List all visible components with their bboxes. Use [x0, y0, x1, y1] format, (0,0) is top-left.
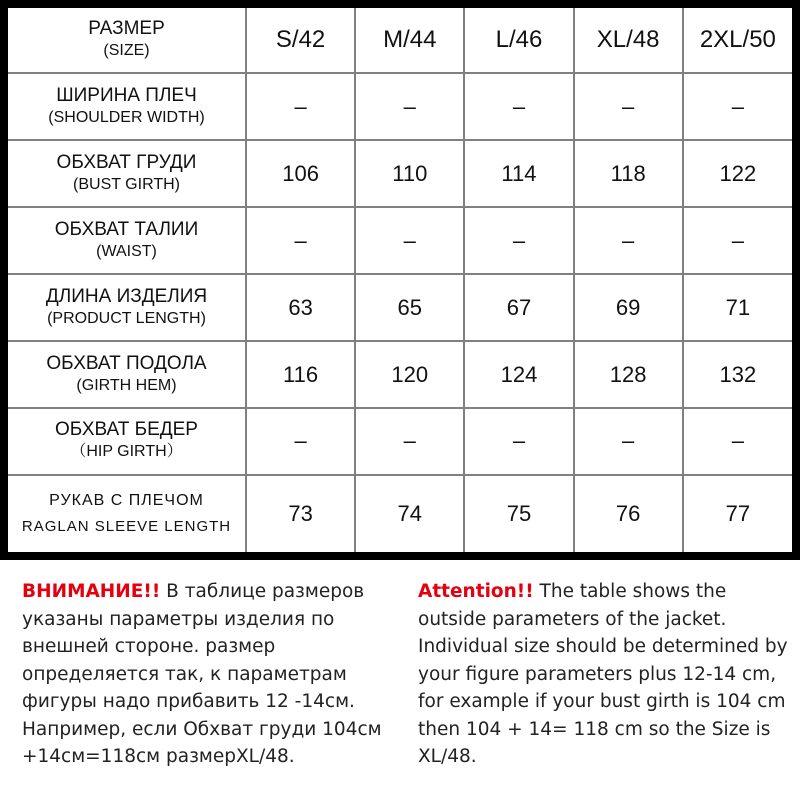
value-cell [464, 207, 573, 274]
measurement-value: 132 [719, 361, 757, 387]
value-cell [574, 341, 683, 408]
value-cell [464, 140, 573, 207]
measurement-value: – [731, 93, 744, 119]
measurement-value: – [622, 93, 635, 119]
row-label-cell [8, 475, 246, 552]
value-cell [246, 475, 355, 552]
measurement-value: – [294, 93, 307, 119]
table-row [8, 408, 792, 475]
note-ru-text: В таблице размеров указаны параметры изделия по внешней стороне. размер определяется так, к параметрам фигуры надо прибавить 12 -14см. Например, если Обхват груди 104см +14см=118см размерXL/48. [22, 581, 382, 767]
value-cell [574, 475, 683, 552]
measurement-value: – [731, 428, 744, 454]
size-label: 2XL/50 [699, 26, 776, 54]
table-row [8, 140, 792, 207]
header-label-en: (SIZE) [103, 42, 150, 60]
value-cell [355, 274, 464, 341]
size-header [574, 8, 683, 73]
value-cell [355, 475, 464, 552]
measurement-value: – [731, 227, 744, 253]
measurement-value: 77 [725, 500, 751, 526]
row-label-ru: ОБХВАТ ТАЛИИ [54, 218, 199, 240]
value-cell [464, 341, 573, 408]
row-label-ru: ШИРИНА ПЛЕЧ [56, 84, 197, 106]
table-row [8, 274, 792, 341]
measurement-value: – [512, 93, 526, 119]
value-cell [683, 207, 792, 274]
measurement-value: – [622, 227, 635, 253]
value-cell [355, 408, 464, 475]
value-cell [683, 475, 792, 552]
size-header [683, 8, 792, 73]
table-row [8, 207, 792, 274]
value-cell [246, 341, 355, 408]
value-cell [355, 207, 464, 274]
measurement-value: – [512, 428, 526, 454]
measurement-value: 128 [609, 361, 647, 387]
measurement-value: 122 [719, 160, 757, 186]
size-table [8, 8, 792, 552]
measurement-value: – [512, 227, 526, 253]
value-cell [246, 207, 355, 274]
measurement-value: – [403, 428, 416, 454]
measurement-value: – [403, 93, 416, 119]
measurement-value: 65 [397, 294, 423, 320]
row-label-en: （HIP GIRTH） [70, 443, 183, 461]
value-cell [574, 274, 683, 341]
measurement-value: 124 [500, 361, 538, 387]
row-label-en: (SHOULDER WIDTH) [48, 108, 205, 126]
value-cell [464, 475, 573, 552]
row-label-cell [8, 73, 246, 140]
row-label-en: (PRODUCT LENGTH) [47, 309, 206, 327]
value-cell [683, 274, 792, 341]
note-en [418, 578, 788, 771]
row-label-cell [8, 140, 246, 207]
measurement-value: 75 [506, 500, 532, 526]
measurement-value: 71 [725, 294, 751, 320]
table-row [8, 73, 792, 140]
row-label-ru: РУКАВ С ПЛЕЧОМ [49, 491, 204, 509]
measurement-value: 67 [506, 294, 532, 320]
value-cell [246, 140, 355, 207]
measurement-value: 74 [397, 500, 423, 526]
measurement-value: 73 [288, 500, 313, 526]
value-cell [246, 73, 355, 140]
row-label-en: (BUST GIRTH) [73, 175, 180, 193]
warning-ru: ВНИМАНИЕ!! [22, 581, 161, 602]
row-label-cell [8, 341, 246, 408]
value-cell [574, 408, 683, 475]
size-header [246, 8, 355, 73]
value-cell [683, 140, 792, 207]
header-label-ru: РАЗМЕР [88, 18, 165, 40]
measurement-value: 120 [391, 361, 429, 387]
value-cell [574, 73, 683, 140]
size-label: XL/48 [596, 26, 660, 54]
value-cell [683, 408, 792, 475]
note-en-text: The table shows the outside parameters of the jacket. Individual size should be determined by your figure parameters plus 12-14 cm, for example if your bust girth is 104 cm then 104 + 14= 118 cm so the Size is XL/48. [418, 581, 788, 767]
size-label: S/42 [275, 26, 326, 54]
measurement-value: – [294, 227, 307, 253]
measurement-value: – [294, 428, 307, 454]
header-label-cell [8, 8, 246, 73]
row-label-cell [8, 408, 246, 475]
measurement-value: 69 [615, 294, 641, 320]
measurement-value: 76 [615, 500, 641, 526]
value-cell [683, 73, 792, 140]
value-cell [574, 207, 683, 274]
size-header [464, 8, 573, 73]
table-header-row [8, 8, 792, 73]
measurement-value: 106 [282, 160, 319, 186]
value-cell [246, 408, 355, 475]
value-cell [464, 73, 573, 140]
measurement-value: – [403, 227, 416, 253]
table-row [8, 341, 792, 408]
table-row [8, 475, 792, 552]
value-cell [355, 73, 464, 140]
size-label: M/44 [383, 26, 437, 54]
value-cell [464, 408, 573, 475]
row-label-en: (WAIST) [96, 242, 157, 260]
measurement-value: 110 [392, 160, 428, 186]
size-header [355, 8, 464, 73]
size-label: L/46 [495, 26, 543, 54]
value-cell [355, 341, 464, 408]
measurement-value: 63 [288, 294, 313, 320]
row-label-ru: ДЛИНА ИЗДЕЛИЯ [45, 285, 208, 307]
row-label-ru: ОБХВАТ БЕДЕР [55, 419, 198, 441]
row-label-cell [8, 274, 246, 341]
warning-en: Attention!! [418, 581, 534, 602]
value-cell [464, 274, 573, 341]
value-cell [574, 140, 683, 207]
row-label-cell [8, 207, 246, 274]
value-cell [246, 274, 355, 341]
row-label-ru: ОБХВАТ ПОДОЛА [46, 352, 207, 374]
row-label-en: RAGLAN SLEEVE LENGTH [21, 517, 232, 535]
measurement-value: 116 [283, 361, 319, 387]
measurement-value: 114 [501, 160, 537, 186]
value-cell [355, 140, 464, 207]
value-cell [683, 341, 792, 408]
measurement-value: 118 [610, 160, 646, 186]
row-label-ru: ОБХВАТ ГРУДИ [56, 151, 197, 173]
note-ru [22, 578, 392, 771]
row-label-en: (GIRTH HEM) [76, 376, 177, 394]
measurement-value: – [622, 428, 635, 454]
